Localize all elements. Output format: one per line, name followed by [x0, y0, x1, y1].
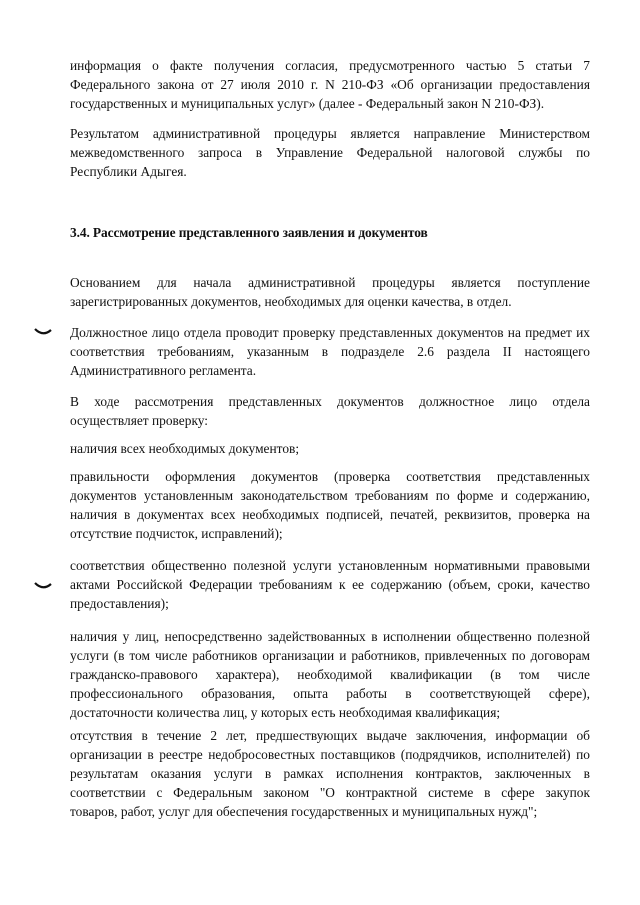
paragraph-all-documents: [70, 439, 590, 458]
text-line: Федерального закона от 27 июля 2010 г. N 210-ФЗ «Об организации предоставления: [70, 77, 590, 92]
paragraph-qualifications: [70, 627, 590, 722]
paragraph-procedure-result: [70, 124, 590, 181]
text-line: государственных и муниципальных услуг» (далее - Федеральный закон N 210-ФЗ).: [70, 96, 545, 111]
text-line: товаров, работ, услуг для обеспечения государственных и муниципальных нужд";: [70, 804, 538, 819]
text-line: соответствии с Федеральным законом "О контрактной системе в сфере закупок: [70, 785, 590, 800]
text-line: наличия всех необходимых документов;: [70, 441, 300, 456]
text-line: Результатом административной процедуры является направление Министерством: [70, 126, 590, 141]
text-line: документов установленным законодательством требованиям по форме и содержанию,: [70, 488, 590, 503]
section-heading: 3.4. Рассмотрение представленного заявления и документов: [70, 225, 428, 240]
text-line: зарегистрированных документов, необходимых для оценки качества, в отдел.: [70, 294, 512, 309]
text-line: соответствия общественно полезной услуги установленным нормативными правовыми: [70, 558, 590, 573]
text-line: Должностное лицо отдела проводит проверку представленных документов на предмет их: [70, 325, 590, 340]
text-line: В ходе рассмотрения представленных документов должностное лицо отдела: [70, 394, 590, 409]
text-line: Административного регламента.: [70, 363, 257, 378]
text-line: Республики Адыгея.: [70, 164, 187, 179]
text-line: предоставления);: [70, 596, 169, 611]
text-line: профессионального образования, опыта работы в соответствующей сфере),: [70, 686, 590, 701]
margin-bracket-mark: [34, 581, 52, 591]
text-line: наличия в документах всех необходимых подписей, печатей, реквизитов, проверка на: [70, 507, 590, 522]
margin-bracket-mark: [34, 327, 52, 337]
paragraph-service-compliance: [70, 556, 590, 613]
text-line: гражданско-правового характера), необходимой квалификации (в том числе: [70, 667, 590, 682]
text-line: достаточности количества лиц, у которых есть необходимая квалификация;: [70, 705, 501, 720]
paragraph-consent-info: [70, 56, 590, 113]
paragraph-review-intro: [70, 392, 590, 430]
text-line: результатам оказания услуги в рамках исполнения контрактов, заключенных в: [70, 766, 590, 781]
text-line: правильности оформления документов (проверка соответствия представленных: [70, 469, 590, 484]
text-line: межведомственного запроса в Управление Федеральной налоговой службы по: [70, 145, 590, 160]
paragraph-correctness: [70, 467, 590, 543]
paragraph-official-check: [70, 323, 590, 380]
text-line: отсутствие подчисток, исправлений);: [70, 526, 283, 541]
text-line: организации в реестре недобросовестных поставщиков (подрядчиков, исполнителей) по: [70, 747, 590, 762]
text-line: отсутствия в течение 2 лет, предшествующих выдаче заключения, информации об: [70, 728, 590, 743]
text-line: Основанием для начала административной процедуры является поступление: [70, 275, 590, 290]
text-line: соответствия требованиям, указанным в подразделе 2.6 раздела II настоящего: [70, 344, 590, 359]
text-line: услуги (в том числе работников организации и работников, привлеченных по договорам: [70, 648, 590, 663]
text-line: актами Российской Федерации требованиям к ее содержанию (объем, сроки, качество: [70, 577, 590, 592]
text-line: информация о факте получения согласия, предусмотренного частью 5 статьи 7: [70, 58, 590, 73]
text-line: осуществляет проверку:: [70, 413, 208, 428]
text-line: наличия у лиц, непосредственно задействованных в исполнении общественно полезной: [70, 629, 590, 644]
paragraph-basis: [70, 273, 590, 311]
paragraph-unreliable-suppliers: [70, 726, 590, 821]
